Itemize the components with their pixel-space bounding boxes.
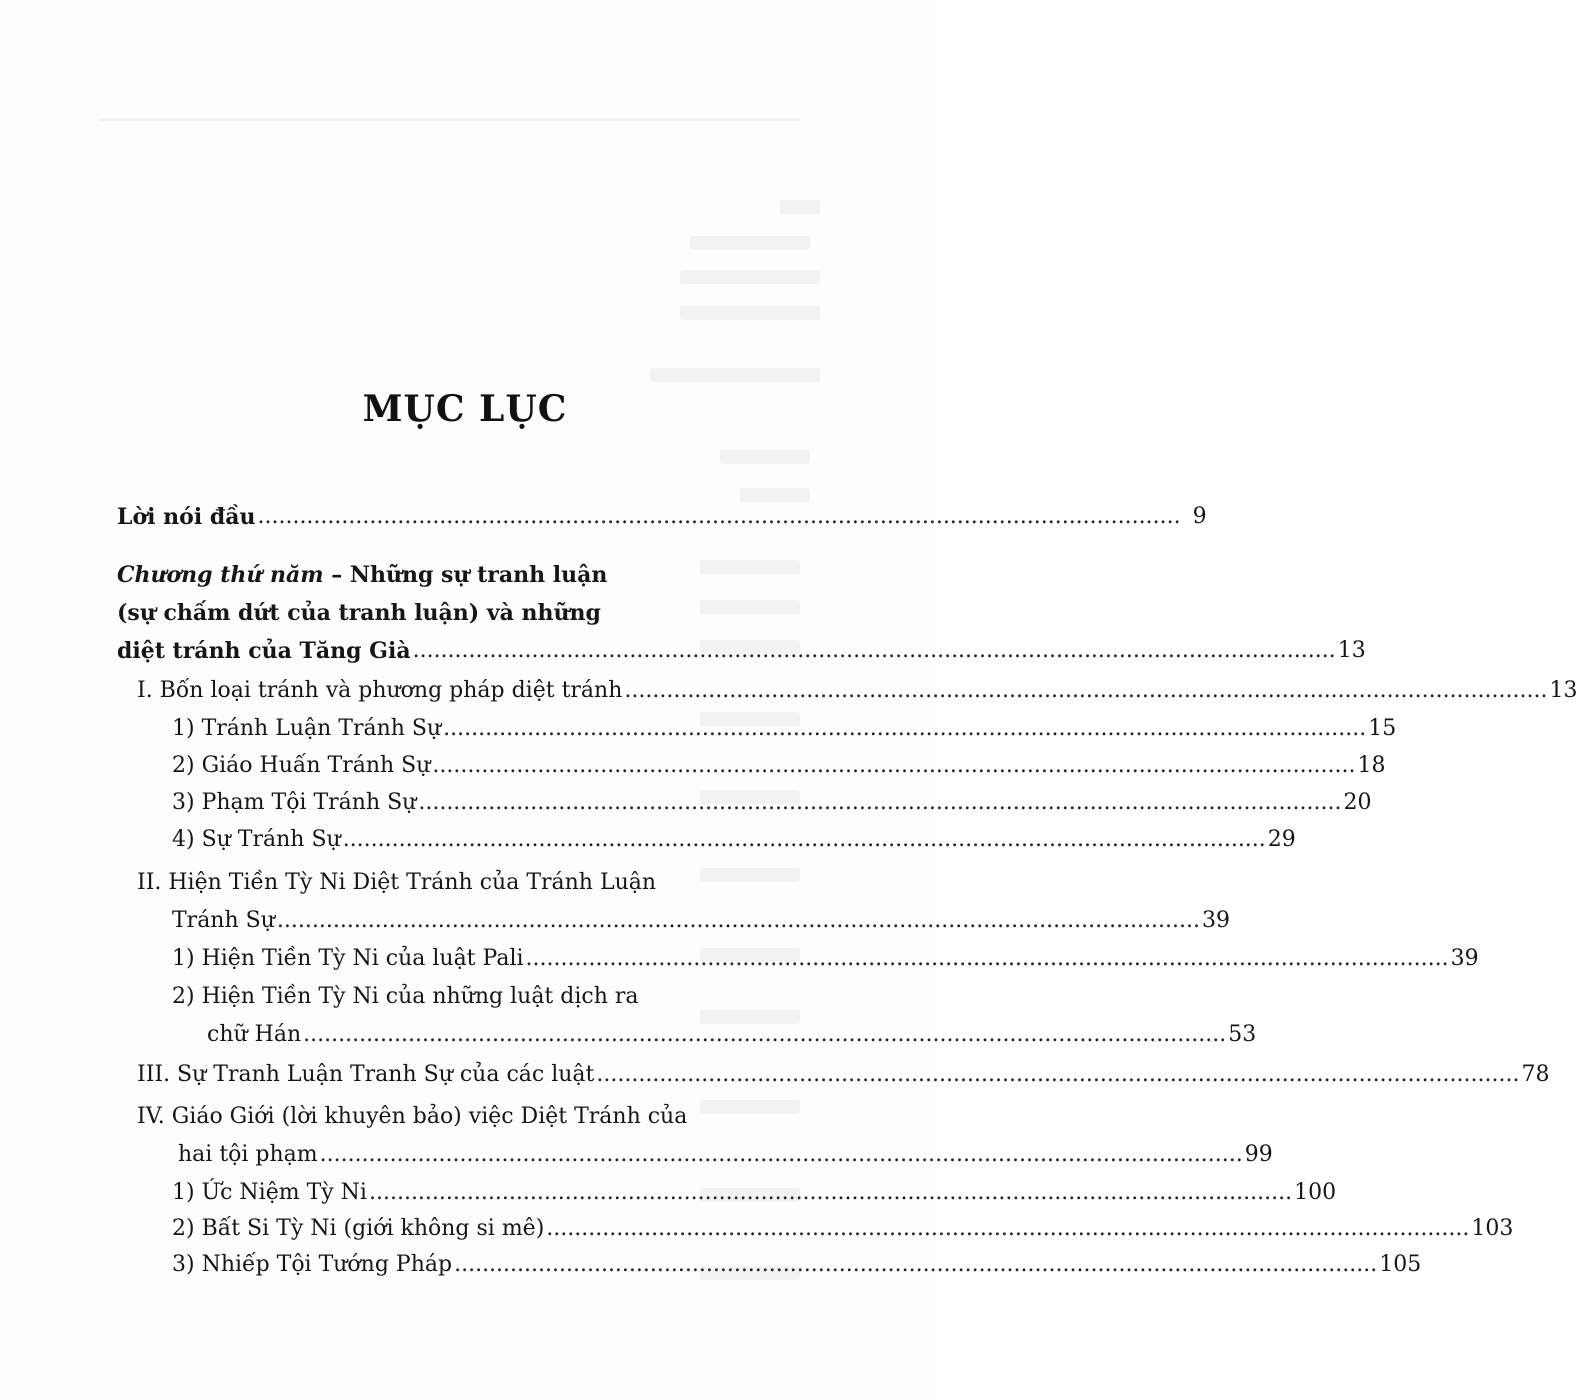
toc-entry-label: I. Bốn loại tránh và phương pháp diệt tránh bbox=[137, 678, 623, 703]
dot-leader: .................................................................................................................................... bbox=[443, 716, 1367, 741]
dot-leader: .................................................................................................................................... bbox=[257, 504, 1181, 529]
toc-entry-label: 3) Nhiếp Tội Tướng Pháp bbox=[172, 1252, 453, 1277]
toc-entry-label: III. Sự Tranh Luận Tranh Sự của các luật bbox=[137, 1062, 595, 1087]
toc-page-number: 15 bbox=[1368, 716, 1397, 741]
toc-page-number: 20 bbox=[1343, 790, 1372, 815]
toc-entry-label: diệt tránh của Tăng Già bbox=[117, 638, 411, 664]
toc-page-number: 39 bbox=[1202, 908, 1230, 933]
toc-page-number: 100 bbox=[1294, 1180, 1337, 1205]
toc-entry-label: 1) Ức Niệm Tỳ Ni bbox=[172, 1180, 367, 1205]
toc-entry-section-1[interactable] bbox=[137, 676, 1577, 706]
toc-entry-label: 4) Sự Tránh Sự bbox=[172, 827, 341, 852]
dot-leader: .................................................................................................................................... bbox=[624, 678, 1548, 703]
dot-leader: .................................................................................................................................... bbox=[546, 1216, 1470, 1241]
toc-entry-section-2-item-1[interactable] bbox=[172, 944, 1479, 974]
toc-entry-label: 1) Tránh Luận Tránh Sự bbox=[172, 716, 442, 741]
toc-page-number: 13 bbox=[1337, 638, 1366, 663]
toc-section-2-item-2-line-1: 2) Hiện Tiền Tỳ Ni của những luật dịch ra bbox=[172, 984, 639, 1009]
dot-leader: .................................................................................................................................... bbox=[368, 1180, 1293, 1205]
chapter-heading-line-1 bbox=[117, 560, 607, 590]
toc-entry-preface[interactable] bbox=[117, 502, 1207, 532]
toc-entry-label: 2) Bất Si Tỳ Ni (giới không si mê) bbox=[172, 1216, 545, 1241]
dot-leader: .................................................................................................................................... bbox=[412, 638, 1336, 663]
dot-leader: .................................................................................................................................... bbox=[276, 908, 1200, 933]
dot-leader: .................................................................................................................................... bbox=[342, 827, 1266, 852]
toc-entry-section-3[interactable] bbox=[137, 1060, 1550, 1090]
toc-entry-label: 1) Hiện Tiền Tỳ Ni của luật Pali bbox=[172, 946, 524, 971]
toc-page-number: 13 bbox=[1549, 678, 1577, 703]
toc-entry-section-2-item-2[interactable] bbox=[207, 1020, 1257, 1050]
toc-entry-section-1-item-3[interactable] bbox=[172, 788, 1372, 818]
toc-section-2-line-1: II. Hiện Tiền Tỳ Ni Diệt Tránh của Tránh Luận bbox=[137, 870, 657, 895]
toc-entry-label: 3) Phạm Tội Tránh Sự bbox=[172, 790, 417, 815]
toc-entry-section-4-item-2[interactable] bbox=[172, 1214, 1514, 1244]
chapter-dash: – bbox=[323, 562, 350, 588]
toc-entry-label: Tránh Sự bbox=[172, 908, 275, 933]
toc-page-number: 78 bbox=[1521, 1062, 1550, 1087]
dot-leader: .................................................................................................................................... bbox=[596, 1062, 1520, 1087]
dot-leader: .................................................................................................................................... bbox=[418, 790, 1342, 815]
page-title: MỤC LỤC bbox=[362, 388, 568, 430]
toc-page-number: 39 bbox=[1450, 946, 1479, 971]
chapter-title-part-1: Những sự tranh luận bbox=[349, 562, 608, 588]
dot-leader: .................................................................................................................................... bbox=[319, 1142, 1243, 1167]
toc-entry-label: chữ Hán bbox=[207, 1022, 302, 1047]
toc-page-number: 29 bbox=[1267, 827, 1296, 852]
toc-page-number: 99 bbox=[1244, 1142, 1273, 1167]
toc-page-number: 18 bbox=[1357, 753, 1386, 778]
toc-entry-section-4[interactable] bbox=[178, 1140, 1273, 1170]
dot-leader: .................................................................................................................................... bbox=[303, 1022, 1227, 1047]
toc-entry-section-4-item-3[interactable] bbox=[172, 1250, 1422, 1280]
toc-entry-label: hai tội phạm bbox=[178, 1142, 318, 1167]
chapter-prefix: Chương thứ năm bbox=[117, 562, 324, 588]
toc-entry-label: Lời nói đầu bbox=[117, 504, 256, 530]
dot-leader: .................................................................................................................................... bbox=[432, 753, 1356, 778]
toc-page-number: 9 bbox=[1192, 504, 1207, 529]
chapter-heading-line-2: (sự chấm dứt của tranh luận) và những bbox=[117, 600, 601, 626]
toc-page-number: 53 bbox=[1228, 1022, 1257, 1047]
toc-page-number: 103 bbox=[1471, 1216, 1514, 1241]
toc-entry-chapter[interactable] bbox=[117, 636, 1366, 666]
toc-entry-section-1-item-1[interactable] bbox=[172, 714, 1397, 744]
toc-page-number: 105 bbox=[1379, 1252, 1422, 1277]
toc-entry-section-1-item-4[interactable] bbox=[172, 825, 1296, 855]
dot-leader: .................................................................................................................................... bbox=[454, 1252, 1378, 1277]
toc-entry-label: 2) Giáo Huấn Tránh Sự bbox=[172, 753, 431, 778]
toc-section-4-line-1: IV. Giáo Giới (lời khuyên bảo) việc Diệt Tránh của bbox=[137, 1104, 688, 1129]
toc-entry-section-1-item-2[interactable] bbox=[172, 751, 1386, 781]
toc-entry-section-2[interactable] bbox=[172, 906, 1230, 936]
dot-leader: .................................................................................................................................... bbox=[525, 946, 1449, 971]
toc-entry-section-4-item-1[interactable] bbox=[172, 1178, 1337, 1208]
